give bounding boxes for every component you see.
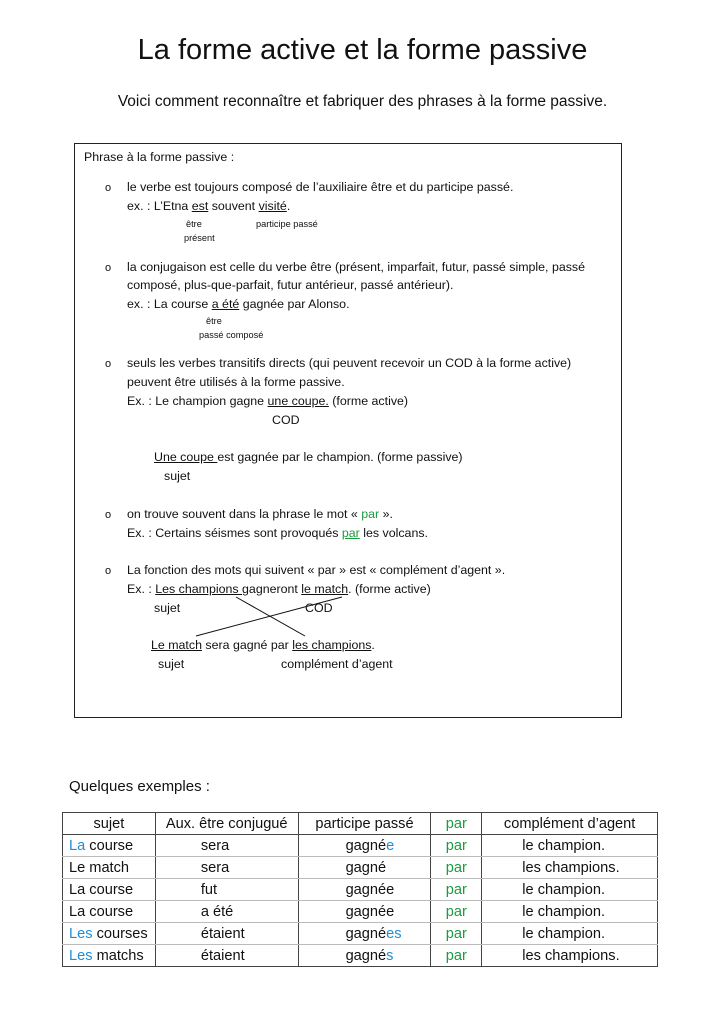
cell-participe-passe xyxy=(298,901,431,923)
table-row xyxy=(63,857,658,879)
cell-par: par xyxy=(431,945,482,967)
bullet-marker: o xyxy=(105,358,112,370)
cell-sujet xyxy=(63,857,156,879)
example-text: ex. : L’Etna xyxy=(127,199,192,213)
noun: La course xyxy=(69,903,134,920)
header-complement-agent: complément d’agent xyxy=(482,813,658,835)
cell-sujet xyxy=(63,879,156,901)
label-etre: être xyxy=(206,316,222,326)
label-complement-agent: complément d’agent xyxy=(281,657,393,671)
table-row xyxy=(63,923,658,945)
rule-5-example-passive xyxy=(151,638,375,652)
agreement-ending: s xyxy=(386,947,394,964)
bullet-marker: o xyxy=(105,565,112,577)
examples-table xyxy=(62,812,658,967)
bullet-marker: o xyxy=(105,182,112,194)
underlined-word: a été xyxy=(211,297,240,311)
cell-participe-passe xyxy=(298,879,431,901)
example-text: Ex. : Certains séismes sont provoqués xyxy=(127,526,342,540)
cell-sujet xyxy=(63,901,156,923)
cell-complement-agent: le champion. xyxy=(482,901,658,923)
underlined-word: une coupe. xyxy=(267,394,329,408)
determinant: La xyxy=(69,837,86,854)
label-etre: être xyxy=(186,219,202,229)
cross-line-object-to-subject xyxy=(196,597,342,636)
underlined-word: Une coupe xyxy=(154,450,218,464)
header-auxiliaire: Aux. être conjugué xyxy=(155,813,298,835)
example-text: est gagnée par le champion. (forme passive) xyxy=(217,450,463,464)
table-header-row xyxy=(63,813,658,835)
agreement-ending: e xyxy=(386,837,395,854)
box-heading: Phrase à la forme passive : xyxy=(84,150,235,164)
underlined-word: est xyxy=(191,199,209,213)
cell-complement-agent: les champions. xyxy=(482,945,658,967)
cell-sujet xyxy=(63,923,156,945)
examples-table-body xyxy=(63,835,658,967)
participle-stem: gagné xyxy=(345,837,387,854)
cell-complement-agent: le champion. xyxy=(482,835,658,857)
table-row xyxy=(63,835,658,857)
cell-complement-agent: le champion. xyxy=(482,923,658,945)
table-row xyxy=(63,879,658,901)
cell-auxiliaire: sera xyxy=(155,857,298,879)
underlined-word: le match xyxy=(301,582,349,596)
example-text: ex. : La course xyxy=(127,297,212,311)
determinant: Les xyxy=(69,925,93,942)
label-sujet: sujet xyxy=(154,601,181,615)
underlined-word: visité xyxy=(258,199,287,213)
cell-participe-passe xyxy=(298,945,431,967)
participle-stem: gagnée xyxy=(345,881,395,898)
example-text: gagneront xyxy=(242,582,302,596)
participle-stem: gagné xyxy=(345,859,387,876)
noun: courses xyxy=(92,925,148,942)
underlined-word: Le match xyxy=(151,638,202,652)
cell-participe-passe xyxy=(298,857,431,879)
rule-3-line-2: peuvent être utilisés à la forme passive. xyxy=(127,375,345,389)
table-row xyxy=(63,901,658,923)
participle-stem: gagné xyxy=(345,947,387,964)
cell-auxiliaire: sera xyxy=(155,835,298,857)
cell-auxiliaire: fut xyxy=(155,879,298,901)
label-present: présent xyxy=(184,233,215,243)
header-sujet: sujet xyxy=(63,813,156,835)
cell-auxiliaire: a été xyxy=(155,901,298,923)
rule-3-line-1: seuls les verbes transitifs directs (qui peuvent recevoir un COD à la forme active) xyxy=(127,356,572,370)
cell-par: par xyxy=(431,835,482,857)
example-text: . (forme active) xyxy=(348,582,431,596)
cell-participe-passe xyxy=(298,835,431,857)
cell-complement-agent: le champion. xyxy=(482,879,658,901)
example-text: Ex. : xyxy=(127,582,156,596)
cell-par: par xyxy=(431,923,482,945)
underlined-word: Les champions xyxy=(155,582,243,596)
examples-heading: Quelques exemples : xyxy=(69,778,210,795)
page-title: La forme active et la forme passive xyxy=(137,34,588,66)
noun: matchs xyxy=(92,947,144,964)
label-sujet: sujet xyxy=(158,657,185,671)
cell-auxiliaire: étaient xyxy=(155,945,298,967)
par-word: par xyxy=(361,507,380,521)
rule-2-line-1: la conjugaison est celle du verbe être (présent, imparfait, futur, passé simple, passé xyxy=(127,260,586,274)
example-text: sera gagné par xyxy=(201,638,293,652)
label-sujet: sujet xyxy=(164,469,191,483)
cell-sujet xyxy=(63,945,156,967)
example-text: Ex. : Le champion gagne xyxy=(127,394,268,408)
rule-5-text: La fonction des mots qui suivent « par » est « complément d’agent ». xyxy=(127,563,506,577)
par-word: par xyxy=(341,526,360,540)
example-text: . xyxy=(371,638,375,652)
rule-2-line-2: composé, plus-que-parfait, futur antérieur, passé antérieur). xyxy=(127,278,454,292)
rule-1-text: le verbe est toujours composé de l’auxiliaire être et du participe passé. xyxy=(127,180,514,194)
table-row xyxy=(63,945,658,967)
cell-complement-agent: les champions. xyxy=(482,857,658,879)
bullet-marker: o xyxy=(105,509,112,521)
underlined-word: les champions xyxy=(292,638,372,652)
participle-stem: gagnée xyxy=(345,903,395,920)
noun: course xyxy=(85,837,134,854)
cell-participe-passe xyxy=(298,923,431,945)
label-participe-passe: participe passé xyxy=(256,219,318,229)
determinant: Les xyxy=(69,947,93,964)
label-cod: COD xyxy=(305,601,333,615)
example-text: souvent xyxy=(208,199,259,213)
participle-stem: gagné xyxy=(345,925,387,942)
header-par: par xyxy=(431,813,482,835)
label-passe-compose: passé composé xyxy=(199,330,264,340)
cell-sujet xyxy=(63,835,156,857)
example-text: (forme active) xyxy=(328,394,409,408)
example-text: ». xyxy=(379,507,393,521)
example-text: on trouve souvent dans la phrase le mot « xyxy=(127,507,362,521)
cell-par: par xyxy=(431,857,482,879)
bullet-marker: o xyxy=(105,262,112,274)
header-participe-passe: participe passé xyxy=(298,813,431,835)
example-text: . xyxy=(286,199,291,213)
cell-par: par xyxy=(431,879,482,901)
noun: Le match xyxy=(69,859,130,876)
noun: La course xyxy=(69,881,134,898)
page-subtitle: Voici comment reconnaître et fabriquer des phrases à la forme passive. xyxy=(117,93,608,110)
cell-par: par xyxy=(431,901,482,923)
example-text: gagnée par Alonso. xyxy=(239,297,350,311)
example-text: les volcans. xyxy=(359,526,428,540)
label-cod: COD xyxy=(272,413,300,427)
cell-auxiliaire: étaient xyxy=(155,923,298,945)
agreement-ending: es xyxy=(386,925,402,942)
